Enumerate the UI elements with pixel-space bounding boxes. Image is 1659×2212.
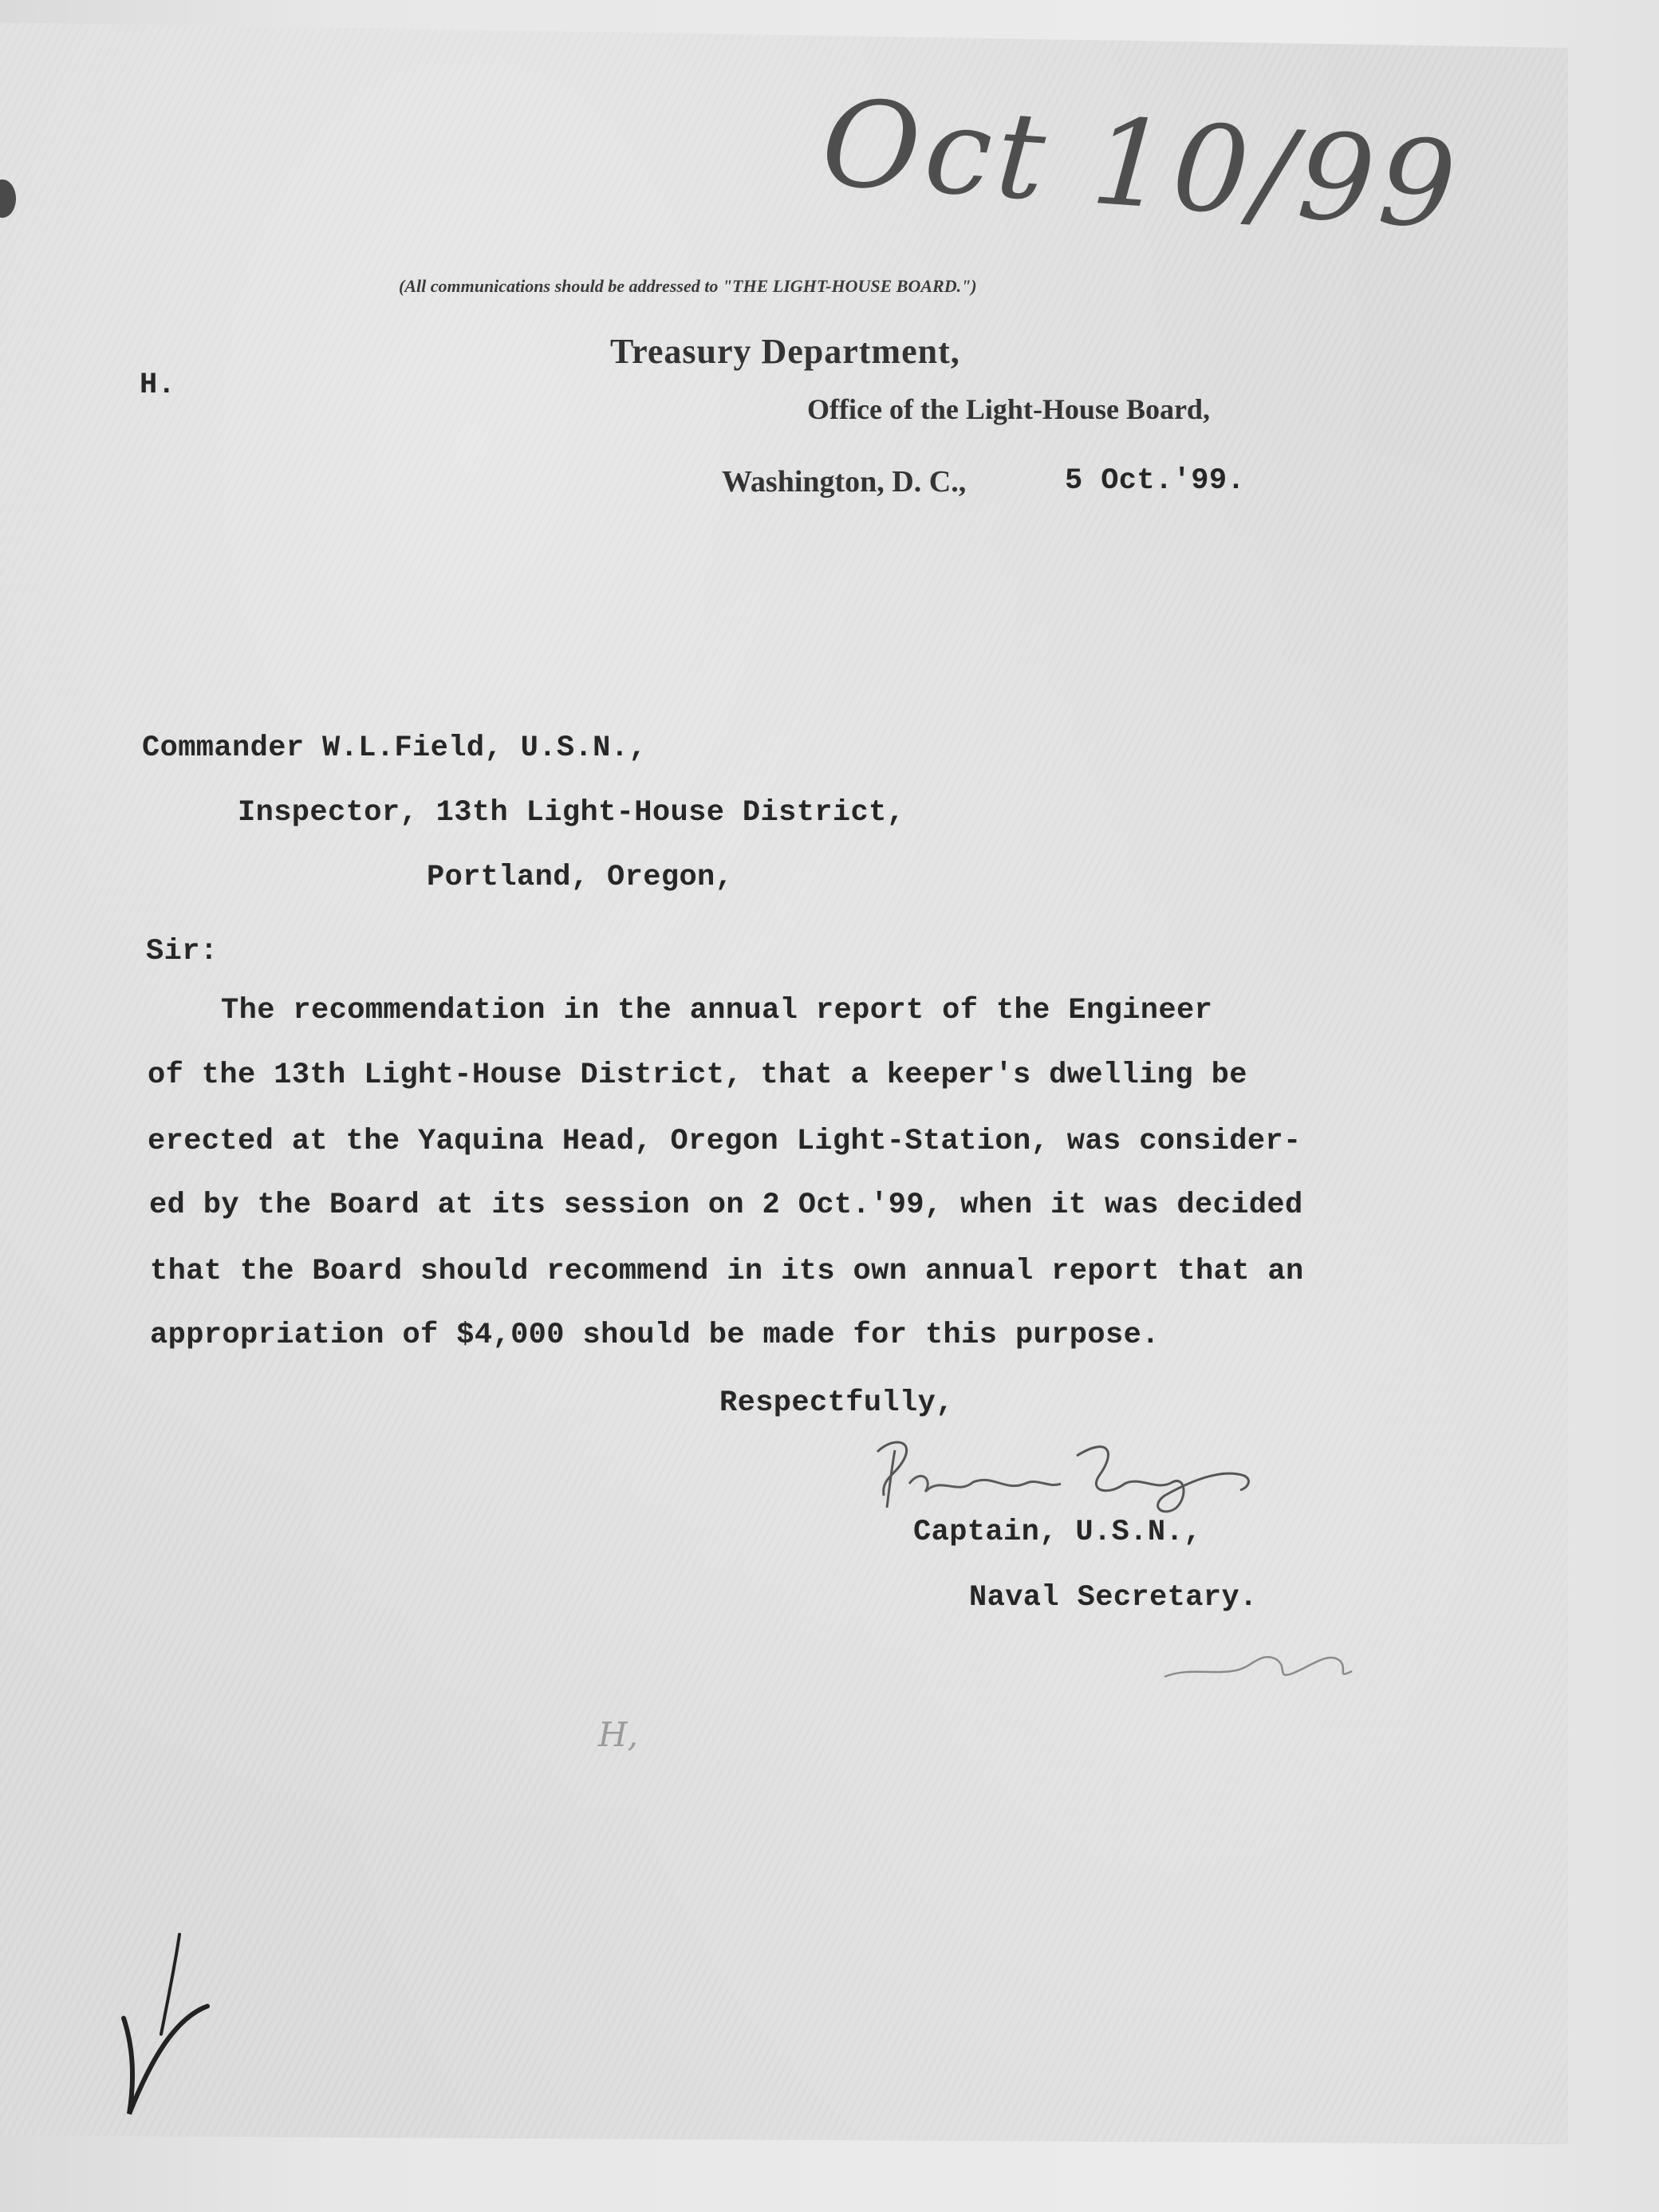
pencil-margin-mark: H, (598, 1715, 638, 1754)
letterhead-place: Washington, D. C., (722, 465, 967, 499)
body-line-6: appropriation of $4,000 should be made for this purpose. (150, 1319, 1160, 1352)
salutation: Sir: (146, 935, 219, 968)
letter-date: 5 Oct.'99. (1065, 464, 1246, 498)
letterhead-department: Treasury Department, (610, 332, 960, 371)
body-line-5: that the Board should recommend in its own annual report that an (150, 1255, 1304, 1288)
pencil-initials (1157, 1635, 1380, 1691)
handwritten-signature (845, 1420, 1260, 1524)
check-mark-icon (112, 1930, 215, 2130)
letterhead-office: Office of the Light-House Board, (807, 393, 1210, 425)
received-date-annotation: Oct 10/99 (817, 73, 1465, 257)
signature-title-1: Captain, U.S.N., (913, 1516, 1202, 1549)
body-line-3: erected at the Yaquina Head, Oregon Light-Station, was consider- (148, 1125, 1302, 1158)
body-line-1: The recommendation in the annual report of the Engineer (221, 994, 1213, 1027)
addressee-line-3: Portland, Oregon, (427, 861, 734, 894)
body-line-2: of the 13th Light-House District, that a keeper's dwelling be (148, 1059, 1247, 1092)
letterhead-instruction: (All communications should be addressed to "THE LIGHT-HOUSE BOARD.") (399, 276, 977, 296)
file-mark: H. (140, 369, 176, 402)
body-line-4: ed by the Board at its session on 2 Oct.'99, when it was decided (149, 1189, 1303, 1222)
closing: Respectfully, (719, 1386, 954, 1420)
addressee-line-1: Commander W.L.Field, U.S.N., (142, 731, 647, 765)
addressee-line-2: Inspector, 13th Light-House District, (238, 796, 905, 830)
signature-title-2: Naval Secretary. (969, 1581, 1258, 1615)
